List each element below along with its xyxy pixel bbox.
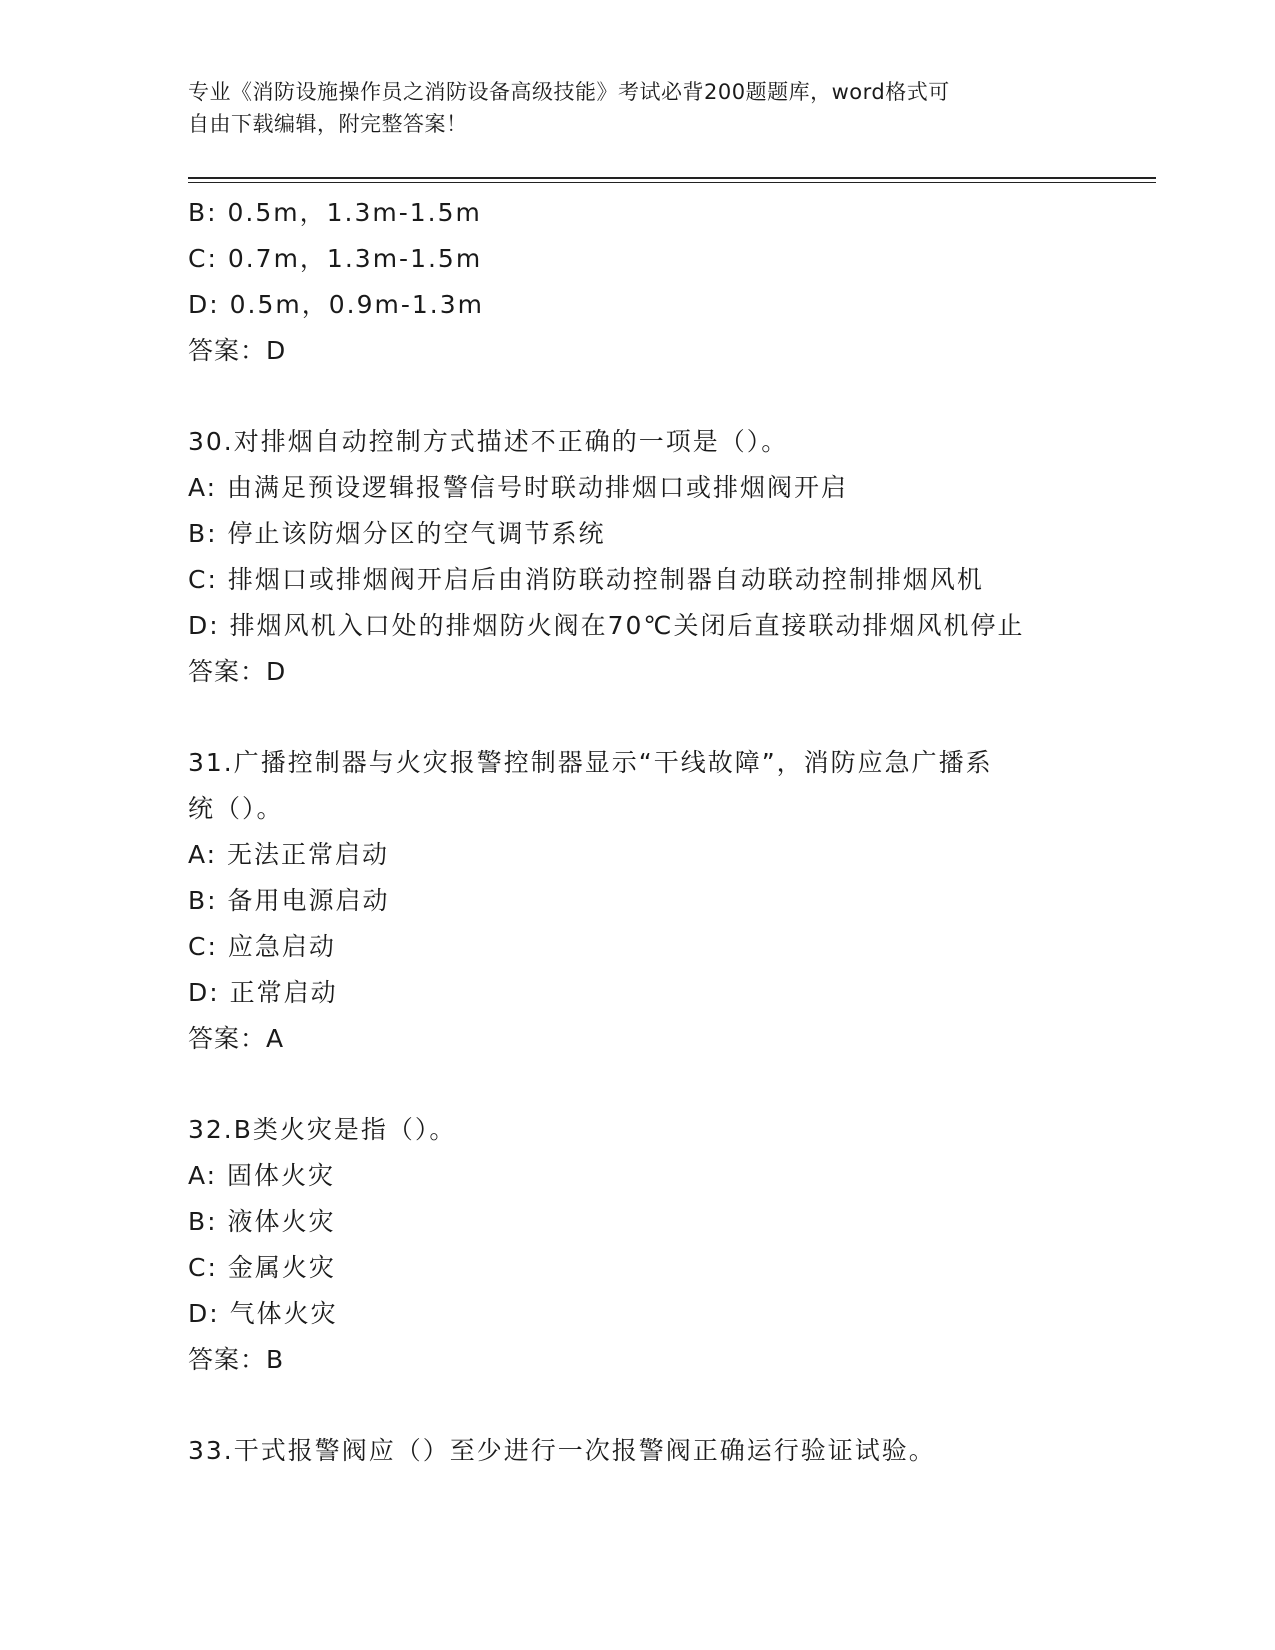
option-a: A: 固体火灾 xyxy=(188,1161,336,1190)
option-d: D: 排烟风机入口处的排烟防火阀在70℃关闭后直接联动排烟风机停止 xyxy=(188,611,1025,640)
option-a: A: 由满足预设逻辑报警信号时联动排烟口或排烟阀开启 xyxy=(188,473,849,502)
header-line-1: 专业《消防设施操作员之消防设备高级技能》考试必背200题题库，word格式可 xyxy=(188,80,950,104)
answer: 答案：A xyxy=(188,1024,285,1053)
answer: 答案：D xyxy=(188,657,287,686)
header-rule-thick xyxy=(188,177,1156,179)
option-b: B: 备用电源启动 xyxy=(188,886,390,915)
question-text: 33.干式报警阀应（）至少进行一次报警阀正确运行验证试验。 xyxy=(188,1436,936,1465)
option-a: A: 无法正常启动 xyxy=(188,840,390,869)
question-33 xyxy=(188,1428,1128,1474)
option-c: C: 排烟口或排烟阀开启后由消防联动控制器自动联动控制排烟风机 xyxy=(188,565,984,594)
question-text-cont: 统（）。 xyxy=(188,794,284,823)
question-32 xyxy=(188,1107,1128,1383)
question-30 xyxy=(188,419,1128,695)
option-c: C: 金属火灾 xyxy=(188,1253,336,1282)
option-d: D: 气体火灾 xyxy=(188,1299,338,1328)
question-text: 32.B类火灾是指（）。 xyxy=(188,1115,457,1144)
option-d: D: 0.5m，0.9m-1.3m xyxy=(188,290,484,319)
option-b: B: 液体火灾 xyxy=(188,1207,336,1236)
option-d: D: 正常启动 xyxy=(188,978,338,1007)
question-31 xyxy=(188,740,1128,1062)
question-text: 30.对排烟自动控制方式描述不正确的一项是（）。 xyxy=(188,427,789,456)
option-b: B: 0.5m，1.3m-1.5m xyxy=(188,198,482,227)
option-b: B: 停止该防烟分区的空气调节系统 xyxy=(188,519,606,548)
document-header xyxy=(188,76,1088,140)
question-29-continued xyxy=(188,190,1128,374)
answer: 答案：D xyxy=(188,336,287,365)
question-text: 31.广播控制器与火灾报警控制器显示“干线故障”，消防应急广播系 xyxy=(188,748,993,777)
header-rule-thin xyxy=(188,182,1156,183)
option-c: C: 应急启动 xyxy=(188,932,336,961)
answer: 答案：B xyxy=(188,1345,285,1374)
header-line-2: 自由下载编辑，附完整答案！ xyxy=(188,112,468,136)
question-list xyxy=(188,190,1128,1474)
option-c: C: 0.7m，1.3m-1.5m xyxy=(188,244,483,273)
